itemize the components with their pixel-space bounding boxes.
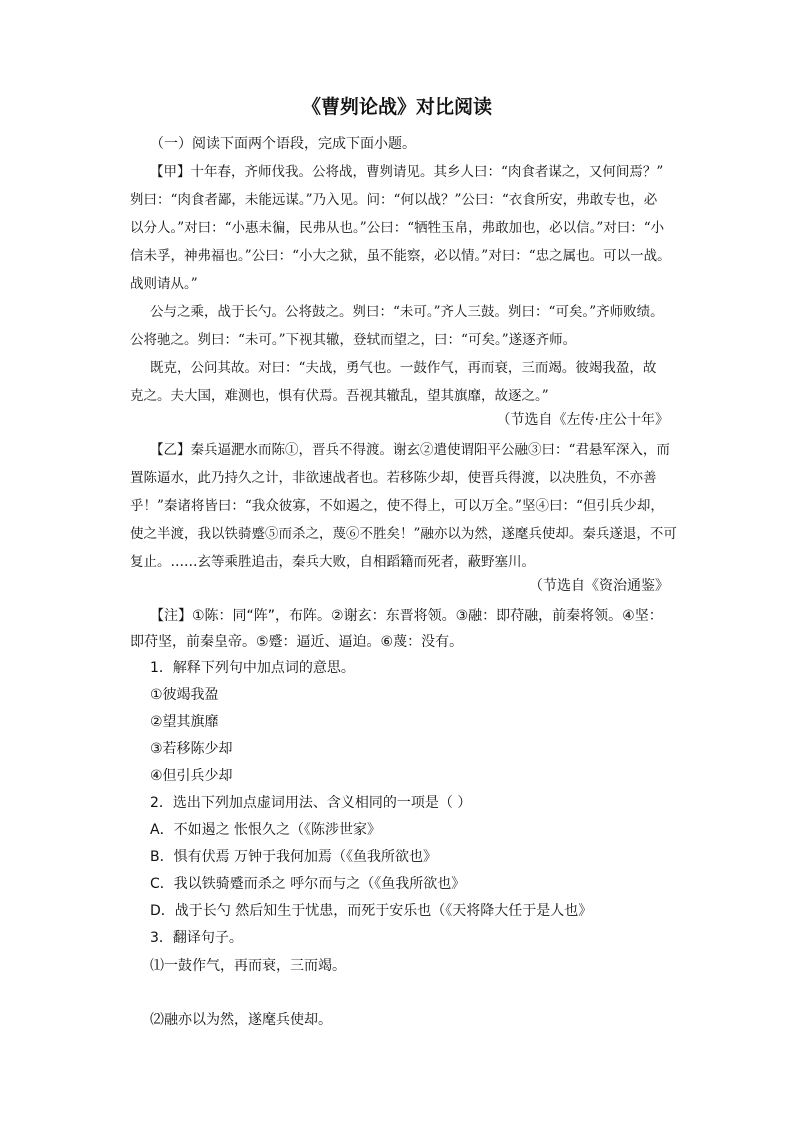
q2-option-d: D．战于长勺 然后知生于忧患，而死于安乐也（《天将降大任于是人也》 (150, 903, 593, 919)
yi-line-4: 使之半渡，我以铁骑蹙⑤而杀之，蔑⑥不胜矣！”融亦以为然，遂麾兵使却。秦兵遂退，不可 (130, 526, 677, 542)
section-intro: （一）阅读下面两个语段，完成下面小题。 (150, 136, 416, 152)
jia-line-5: 战则请从。” (130, 276, 198, 292)
yi-line-5: 复止。……玄等乘胜追击，秦兵大败，自相蹈籍而死者，蔽野塞川。 (130, 554, 535, 570)
q3-item-2: ⑵融亦以为然，遂麾兵使却。 (150, 1012, 332, 1028)
q1-item-3: ③若移陈少却 (150, 741, 233, 757)
yi-line-1: 【乙】秦兵逼淝水而陈①，晋兵不得渡。谢玄②遣使谓阳平公融③曰：“君悬军深入，而 (150, 442, 670, 458)
jia-line-8: 既克，公问其故。对曰：“夫战，勇气也。一鼓作气，再而衰，三而竭。彼竭我盈，故 (150, 360, 657, 376)
question-2: 2．选出下列加点虚词用法、含义相同的一项是（ ） (150, 795, 472, 811)
jia-line-2: 刿曰：“肉食者鄙，未能远谋。”乃入见。问：“何以战？”公曰：“衣食所安，弗敢专也，必 (130, 192, 658, 208)
question-3: 3．翻译句子。 (150, 930, 243, 946)
yi-source: （节选自《资治通鉴》 (529, 578, 669, 594)
q3-item-1: ⑴一鼓作气，再而衰，三而竭。 (150, 958, 346, 974)
q2-option-a: A．不如遏之 怅恨久之（《陈涉世家》 (150, 822, 382, 838)
yi-line-3: 乎！”秦诸将皆曰：“我众彼寡，不如遏之，使不得上，可以万全。”坚④曰：“但引兵少却， (130, 498, 664, 514)
notes-line-1: 【注】①陈：同“阵”，布阵。②谢玄：东晋将领。③融：即苻融，前秦将领。④坚： (150, 608, 663, 624)
q1-item-4: ④但引兵少却 (150, 768, 233, 784)
jia-line-9: 克之。夫大国，难测也，惧有伏焉。吾视其辙乱，望其旗靡，故逐之。” (130, 388, 549, 404)
q1-item-2: ②望其旗靡 (150, 714, 219, 730)
jia-line-1: 【甲】十年春，齐师伐我。公将战，曹刿请见。其乡人曰：“肉食者谋之，又何间焉？” (150, 164, 664, 180)
page-title: 《曹刿论战》对比阅读 (301, 96, 492, 118)
question-1: 1．解释下列句中加点词的意思。 (150, 660, 355, 676)
q2-option-b: B．惧有伏焉 万钟于我何加焉（《鱼我所欲也》 (150, 849, 438, 865)
jia-line-6: 公与之乘，战于长勺。公将鼓之。刿曰：“未可。”齐人三鼓。刿曰：“可矣。”齐师败绩。 (150, 304, 664, 320)
jia-source: （节选自《左传·庄公十年》 (496, 412, 669, 428)
jia-line-3: 以分人。”对曰：“小惠未徧，民弗从也。”公曰：“牺牲玉帛，弗敢加也，必以信。”对曰：“小 (130, 220, 665, 236)
q2-option-c: C．我以铁骑蹙而杀之 呼尔而与之（《鱼我所欲也》 (150, 876, 466, 892)
jia-line-7: 公将驰之。刿曰：“未可。”下视其辙，登轼而望之，曰：“可矣。”遂逐齐师。 (130, 332, 577, 348)
jia-line-4: 信未孚，神弗福也。”公曰：“小大之狱，虽不能察，必以情。”对曰：“忠之属也。可以一战。 (130, 248, 671, 264)
yi-line-2: 置陈逼水，此乃持久之计，非欲速战者也。若移陈少却，使晋兵得渡，以决胜负，不亦善 (130, 470, 657, 486)
notes-line-2: 即苻坚，前秦皇帝。⑤蹙：逼近、逼迫。⑥蔑：没有。 (130, 634, 464, 650)
q1-item-1: ①彼竭我盈 (150, 687, 219, 703)
